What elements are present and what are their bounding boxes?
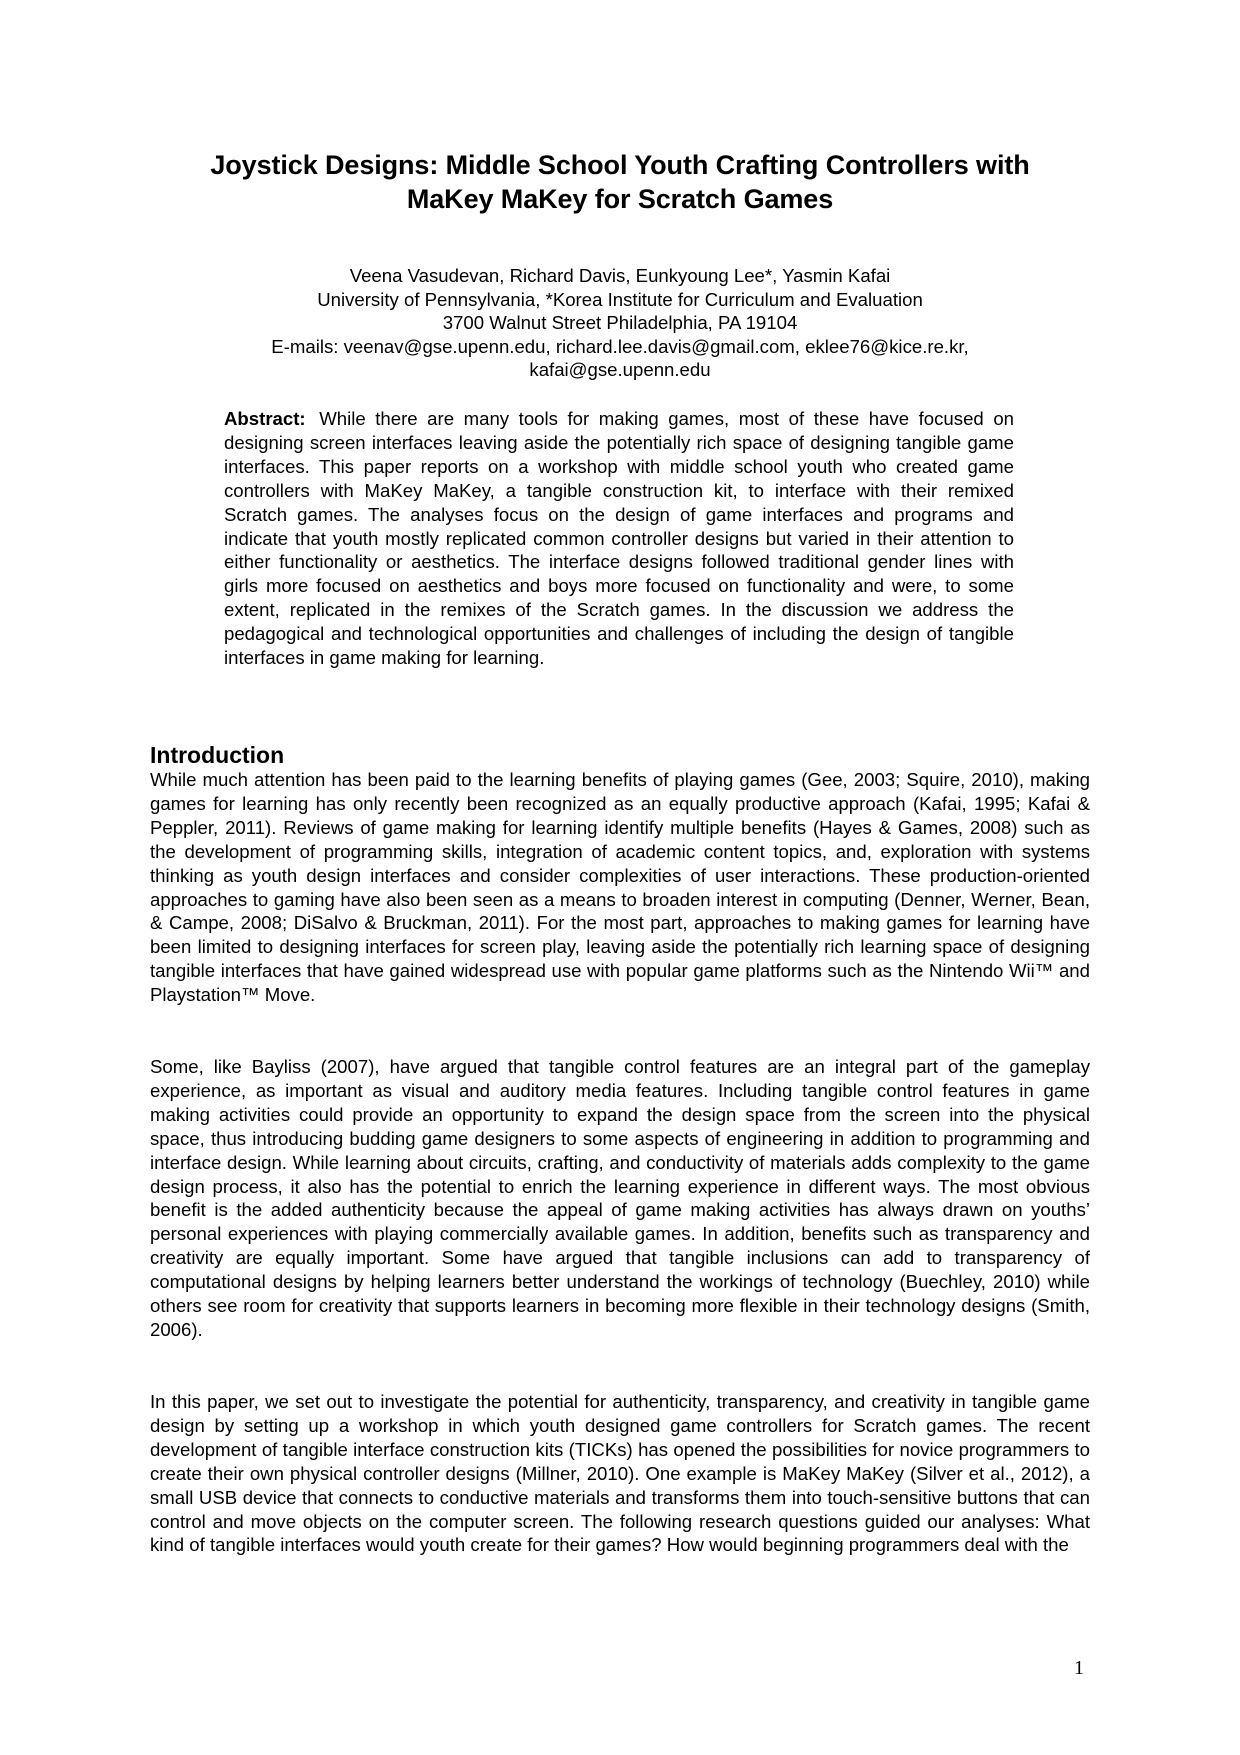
paper-title-line-1: Joystick Designs: Middle School Youth Crafting Controllers with	[210, 150, 1030, 180]
affiliation: University of Pennsylvania, *Korea Institute for Curriculum and Evaluation	[317, 288, 923, 310]
paper-title	[150, 148, 1090, 216]
authors: Veena Vasudevan, Richard Davis, Eunkyoung Lee*, Yasmin Kafai	[349, 265, 891, 286]
address: 3700 Walnut Street Philadelphia, PA 19104	[442, 312, 798, 333]
abstract	[224, 407, 1014, 670]
intro-paragraph-2: Some, like Bayliss (2007), have argued that tangible control features are an integral part of the gameplay experience, as important as visual and auditory media features. Including tangible control features in game making activities could provide an opportunity to expand the design space from the screen into the physical space, thus introducing budding game designers to some aspects of engineering in addition to programming and interface design. While learning about circuits, crafting, and conductivity of materials adds complexity to the game design process, it also has the potential to enrich the learning experience in different ways. The most obvious benefit is the added authenticity because the appeal of game making activities has always drawn on youths’ personal experiences with playing commercially available games. In addition, benefits such as transparency and creativity are equally important. Some have argued that tangible inclusions can add to transparency of computational designs by helping learners better understand the workings of technology (Buechley, 2010) while others see room for creativity that supports learners in becoming more flexible in their technology designs (Smith, 2006).	[150, 1056, 1090, 1340]
emails-line-2: kafai@gse.upenn.edu	[529, 359, 711, 380]
intro-paragraph-1: While much attention has been paid to the learning benefits of playing games (Gee, 2003; Squire, 2010), making games for learning has only recently been recognized as an equally productive approach (Kafai, 1995; Kafai & Peppler, 2011). Reviews of game making for learning identify multiple benefits (Hayes & Games, 2008) such as the development of programming skills, integration of academic content topics, and, exploration with systems thinking as youth design interfaces and consider complexities of user interactions. These production-oriented approaches to gaming have also been seen as a means to broaden interest in computing (Denner, Werner, Bean, & Campe, 2008; DiSalvo & Bruckman, 2011). For the most part, approaches to making games for learning have been limited to designing interfaces for screen play, leaving aside the potentially rich learning space of designing tangible interfaces that have gained widespread use with popular game platforms such as the Nintendo Wii™ and Playstation™ Move.	[150, 769, 1090, 1006]
section-heading-introduction: Introduction	[150, 742, 285, 768]
page-number: 1	[1074, 1657, 1084, 1679]
intro-paragraph-3: In this paper, we set out to investigate the potential for authenticity, transparency, and creativity in tangible game design by setting up a workshop in which youth designed game controllers for Scratch games. The recent development of tangible interface construction kits (TICKs) has opened the possibilities for novice programmers to create their own physical controller designs (Millner, 2010). One example is MaKey MaKey (Silver et al., 2012), a small USB device that connects to conductive materials and transforms them into touch-sensitive buttons that can control and move objects on the computer screen. The following research questions guided our analyses: What kind of tangible interfaces would youth create for their games? How would beginning programmers deal with the	[150, 1391, 1090, 1556]
abstract-label: Abstract:	[224, 408, 306, 429]
author-info	[150, 264, 1090, 382]
paper-title-line-2: MaKey MaKey for Scratch Games	[406, 184, 834, 214]
emails-line-1: E-mails: veenav@gse.upenn.edu, richard.lee.davis@gmail.com, eklee76@kice.re.kr,	[271, 335, 969, 357]
abstract-text: While there are many tools for making games, most of these have focused on designing screen interfaces leaving aside the potentially rich space of designing tangible game interfaces. This paper reports on a workshop with middle school youth who created game controllers with MaKey MaKey, a tangible construction kit, to interface with their remixed Scratch games. The analyses focus on the design of game interfaces and programs and indicate that youth mostly replicated common controller designs but varied in their attention to either functionality or aesthetics. The interface designs followed traditional gender lines with girls more focused on aesthetics and boys more focused on functionality and were, to some extent, replicated in the remixes of the Scratch games. In the discussion we address the pedagogical and technological opportunities and challenges of including the design of tangible interfaces in game making for learning.	[224, 408, 1014, 669]
